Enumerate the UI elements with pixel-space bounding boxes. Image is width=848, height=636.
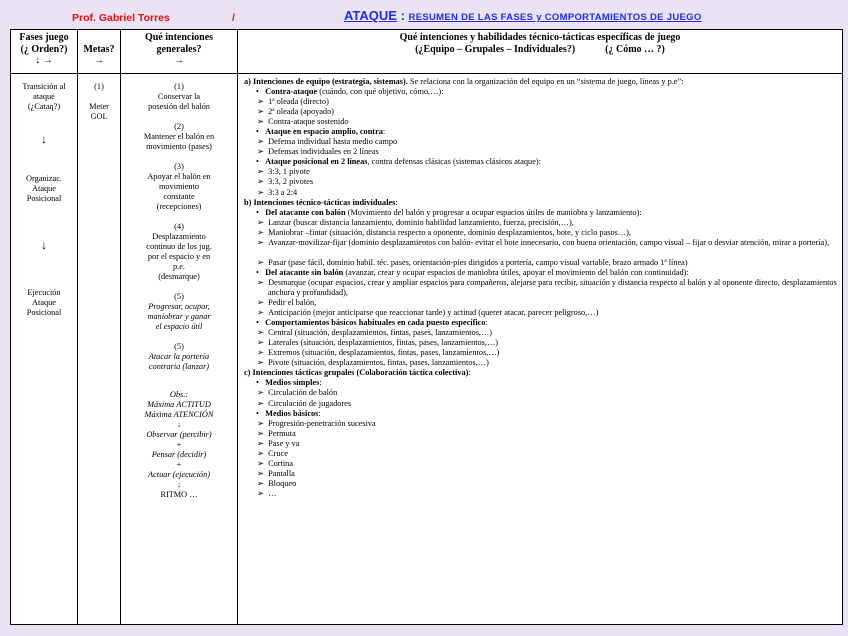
bullet-icon: • <box>256 378 259 388</box>
int6-l2: contraria (lanzar) <box>148 362 210 371</box>
list-item <box>244 439 838 449</box>
int3-l3: constante <box>163 192 195 201</box>
int1-l1: Conservar la <box>157 92 201 101</box>
header-fases <box>11 30 78 74</box>
sub-b3-rest: : <box>485 318 488 328</box>
list-item-text: Circulación de jugadores <box>268 398 352 408</box>
list-item <box>244 218 838 228</box>
arrow-bullet-icon: ➢ <box>257 348 264 358</box>
fases-column <box>11 74 78 625</box>
sub-a3 <box>244 157 838 167</box>
header-int-l2: generales? <box>156 43 202 55</box>
fase-organiz-l1: Organizac. <box>25 174 62 183</box>
header-row <box>11 30 843 74</box>
arrow-bullet-icon: ➢ <box>257 137 264 147</box>
int4-l1: Desplazamiento <box>152 232 206 241</box>
list-item <box>244 97 838 107</box>
fase-organiz-l3: Posicional <box>26 194 62 203</box>
obs-ritmo: RITMO … <box>160 490 198 499</box>
list-item <box>244 328 838 338</box>
list-item <box>244 419 838 429</box>
meta-l2: GOL <box>90 112 108 121</box>
header-esp-l2 <box>238 44 842 56</box>
author-name: Prof. Gabriel Torres <box>72 12 170 24</box>
int3-l4: (recepciones) <box>156 202 202 211</box>
list-item-text: Pivote (situación, desplazamientos, fintas, pases, lanzamientos,…) <box>268 358 489 368</box>
arrow-bullet-icon: ➢ <box>257 167 264 177</box>
list-item <box>244 228 838 238</box>
int6-num: (5) <box>174 342 184 351</box>
down-right-arrows-icon: ↓ → <box>35 55 53 66</box>
sub-b1 <box>244 208 838 218</box>
header-int-l1: Qué intenciones <box>144 32 214 43</box>
header-esp-l1: Qué intenciones y habilidades técnico-tácticas específicas de juego <box>399 32 681 43</box>
sub-a2-rest: : <box>382 127 386 137</box>
obs-atencion: Máxima ATENCIÓN <box>144 410 214 419</box>
int6-l1: Atacar la portería <box>148 352 210 361</box>
int3-l2: movimiento <box>158 182 200 191</box>
fase-organiz-l2: Ataque <box>32 184 56 193</box>
int1-num: (1) <box>174 82 184 91</box>
section-b-title: b) Intenciones técnico-tácticas individuales <box>244 197 396 207</box>
list-item-text: Lanzar (buscar distancia lanzamiento, dominio habilidad lanzamiento, fuerza, precisión,…), <box>268 217 574 227</box>
fase-transicion-l2: ataque <box>33 92 55 101</box>
list-item <box>244 308 838 318</box>
list-item-text: Cortina <box>268 458 293 468</box>
sub-a1 <box>244 87 838 97</box>
obs-observar: Observar (percibir) <box>146 430 212 439</box>
int1-l2: posesión del balón <box>148 102 210 111</box>
sub-c2-rest: : <box>318 408 321 418</box>
list-item <box>244 429 838 439</box>
arrow-bullet-icon: ➢ <box>257 448 264 458</box>
arrow-bullet-icon: ➢ <box>257 177 264 187</box>
list-item-text: Pasar (pase fácil, dominio habil. téc. pases, orientación-pies dirigidos a portería, campo visual variable, brazo armado 1ª línea) <box>268 257 688 267</box>
header-esp-l2a: (¿Equipo – Grupales – Individuales?) <box>415 43 576 55</box>
arrow-bullet-icon: ➢ <box>257 227 264 237</box>
obs-label: Obs.: <box>169 390 189 399</box>
plus-icon: + <box>176 440 182 449</box>
list-item <box>244 358 838 368</box>
section-c-heading <box>244 368 838 378</box>
right-arrow-icon: → <box>94 55 104 66</box>
page-header <box>0 8 848 24</box>
arrow-bullet-icon: ➢ <box>257 418 264 428</box>
int5-l1: Progresar, ocupar, <box>148 302 210 311</box>
list-item-text: Pase y va <box>268 438 300 448</box>
fase-transicion-l3: (¿Cataq?) <box>27 102 61 111</box>
bullet-icon: • <box>256 318 259 328</box>
list-item-text: Laterales (situación, desplazamientos, fintas, pases, lanzamientos,…) <box>268 338 499 348</box>
sub-a1-rest: (cuándo, con qué objetivo, cómo,…): <box>317 87 444 97</box>
header-esp-l2b: (¿ Cómo … ?) <box>605 43 665 55</box>
page-title <box>344 8 702 23</box>
int2-num: (2) <box>174 122 184 131</box>
list-item-text: Anticipación (mejor anticiparse que reaccionar tarde) y actitud (querer atacar, parecer peligroso,…) <box>268 308 599 318</box>
int2-l1: Mantener el balón en <box>143 132 215 141</box>
list-item-text: Defensa individual hasta medio campo <box>268 137 398 147</box>
int5-l3: el espacio útil <box>155 322 203 331</box>
header-fases-l1: Fases juego <box>19 32 69 43</box>
arrow-bullet-icon: ➢ <box>257 458 264 468</box>
list-item-text: 3:3 a 2:4 <box>268 187 298 197</box>
sub-b2 <box>244 268 838 278</box>
arrow-bullet-icon: ➢ <box>257 328 264 338</box>
content-row <box>11 74 843 625</box>
section-a-title: a) Intenciones de equipo (estrategia, sistemas). <box>244 77 408 86</box>
down-arrow-icon: ↓ <box>176 480 182 489</box>
bullet-icon: • <box>256 87 259 97</box>
list-item <box>244 117 838 127</box>
sub-a2-title: Ataque en espacio amplio, contra <box>265 127 383 137</box>
right-arrow-icon: → <box>174 55 184 66</box>
section-b-heading <box>244 198 838 208</box>
list-item-text: … <box>268 488 277 498</box>
sub-c2-title: Medios básicos <box>265 408 319 418</box>
list-item <box>244 449 838 459</box>
sub-c1-rest: : <box>319 378 322 388</box>
especificas-column <box>238 74 843 625</box>
int4-l2: continuo de los jug. <box>146 242 212 251</box>
sub-c1 <box>244 378 838 388</box>
int5-l2: maniobrar y ganar <box>147 312 211 321</box>
sub-a2 <box>244 127 838 137</box>
int4-num: (4) <box>174 222 184 231</box>
bullet-icon: • <box>256 207 259 217</box>
arrow-bullet-icon: ➢ <box>257 398 264 408</box>
list-item <box>244 399 838 409</box>
section-c-rest: : <box>468 368 471 378</box>
obs-pensar: Pensar (decidir) <box>151 450 207 459</box>
list-item-text: Permuta <box>268 428 296 438</box>
list-item <box>244 167 838 177</box>
arrow-bullet-icon: ➢ <box>257 478 264 488</box>
list-item-text: Pedir el balón, <box>268 298 317 308</box>
int4-l5: (desmarque) <box>158 272 200 281</box>
fase-transicion-l1: Transición al <box>22 82 66 91</box>
int3-num: (3) <box>174 162 184 171</box>
bullet-icon: • <box>256 157 259 167</box>
arrow-bullet-icon: ➢ <box>257 187 264 197</box>
int5-num: (5) <box>174 292 184 301</box>
list-item-text: 2ª oleada (apoyado) <box>268 107 334 117</box>
down-arrow-icon: ↓ <box>176 420 182 429</box>
arrow-bullet-icon: ➢ <box>257 468 264 478</box>
sub-b1-rest: (Movimiento del balón y progresar a ocupar espacios útiles de maniobra y lanzamiento): <box>345 207 642 217</box>
header-metas <box>78 30 121 74</box>
list-item <box>244 177 838 187</box>
list-item <box>244 479 838 489</box>
list-item <box>244 137 838 147</box>
plus-icon: + <box>176 460 182 469</box>
bullet-icon: • <box>256 267 259 277</box>
list-item-text: Defensas individuales en 2 líneas <box>268 147 379 157</box>
sub-a3-title: Ataque posicional en 2 líneas <box>265 157 368 167</box>
list-item <box>244 348 838 358</box>
list-item-text: Central (situación, desplazamientos, fintas, pases, lanzamientos,…) <box>268 328 493 338</box>
list-item-text: Pantalla <box>268 468 295 478</box>
title-rest: RESUMEN DE LAS FASES y COMPORTAMIENTOS DE JUEGO <box>408 12 702 23</box>
bullet-icon: • <box>256 127 259 137</box>
sub-a3-rest: , contra defensas clásicas (sistemas clásicos ataque): <box>367 157 541 167</box>
meta-l1: Meter <box>89 102 109 111</box>
list-item-text: Maniobrar –fintar (situación, distancia respecto a oponente, dominio desplazamientos, bote, y ciclo pasos…), <box>268 227 631 237</box>
sub-b2-title: Del atacante sin balón <box>265 267 344 277</box>
arrow-bullet-icon: ➢ <box>257 438 264 448</box>
list-item <box>244 107 838 117</box>
arrow-bullet-icon: ➢ <box>257 217 264 227</box>
list-item <box>244 388 838 398</box>
arrow-bullet-icon: ➢ <box>257 338 264 348</box>
fase-ejecucion-l3: Posicional <box>26 308 62 317</box>
arrow-bullet-icon: ➢ <box>257 308 264 318</box>
arrow-bullet-icon: ➢ <box>257 428 264 438</box>
list-item-text: 1ª oleada (directo) <box>268 97 329 107</box>
list-item-text: Avanzar-movilizar-fijar (dominio desplazamientos con balón- evitar el bote innecesario, con buena orientación, campo visual – fijar o desviar atención, mirar a portería), <box>268 237 830 247</box>
arrow-bullet-icon: ➢ <box>257 97 264 107</box>
down-arrow-icon: ↓ <box>41 132 47 146</box>
sub-a1-title: Contra-ataque <box>265 87 318 97</box>
list-item <box>244 459 838 469</box>
list-item-text: 3:3, 2 pivotes <box>268 177 314 187</box>
list-item <box>244 489 838 499</box>
list-item-text: Cruce <box>268 448 288 458</box>
int4-l3: por el espacio y en <box>147 252 211 261</box>
list-item <box>244 278 838 298</box>
header-metas-l2: Metas? <box>83 43 115 55</box>
list-item-text: Progresión-penetración sucesiva <box>268 418 376 428</box>
arrow-bullet-icon: ➢ <box>257 277 264 287</box>
header-slash: / <box>232 12 235 24</box>
section-b-rest: : <box>395 197 398 207</box>
sub-c2 <box>244 409 838 419</box>
obs-actitud: Máxima ACTITUD <box>147 400 211 409</box>
bullet-icon: • <box>256 408 259 418</box>
int4-l4: p.e. <box>173 262 185 271</box>
header-intenciones <box>121 30 238 74</box>
list-item <box>244 469 838 479</box>
list-item-text: Bloqueo <box>268 478 297 488</box>
int2-l2: movimiento (pases) <box>146 142 212 151</box>
arrow-bullet-icon: ➢ <box>257 298 264 308</box>
list-item-text: 3:3, 1 pivote <box>268 167 310 177</box>
section-a-rest: Se relaciona con la organización del equipo en un “sistema de juego, líneas y p.e”: <box>407 77 684 86</box>
arrow-bullet-icon: ➢ <box>257 488 264 498</box>
arrow-bullet-icon: ➢ <box>257 237 264 247</box>
list-item-text: Circulación de balón <box>268 388 338 398</box>
arrow-bullet-icon: ➢ <box>257 117 264 127</box>
header-fases-l2: (¿ Orden?) <box>20 43 68 55</box>
section-c-title: c) Intenciones tácticas grupales (Colaboración táctica colectiva) <box>244 368 469 378</box>
list-item <box>244 298 838 308</box>
list-item <box>244 238 838 258</box>
arrow-bullet-icon: ➢ <box>257 257 264 267</box>
list-item <box>244 188 838 198</box>
fase-ejecucion-l1: Ejecución <box>27 288 61 297</box>
arrow-bullet-icon: ➢ <box>257 358 264 368</box>
list-item <box>244 147 838 157</box>
sub-b3 <box>244 318 838 328</box>
list-item-text: Contra-ataque sostenido <box>268 117 349 127</box>
int3-l1: Apoyar el balón en <box>147 172 211 181</box>
fase-ejecucion-l2: Ataque <box>32 298 56 307</box>
arrow-bullet-icon: ➢ <box>257 147 264 157</box>
list-item-text: Desmarque (ocupar espacios, crear y ampliar espacios para compañeros, alejarse para recibir, situación y distancia respecto al balón y al oponente directo, desplazamientos anchura y profundidad), <box>268 277 837 297</box>
list-item-text: Extremos (situación, desplazamientos, fintas, pases, lanzamientos,…) <box>268 348 500 358</box>
sub-c1-title: Medios simples <box>265 378 320 388</box>
arrow-bullet-icon: ➢ <box>257 107 264 117</box>
meta-num: (1) <box>94 82 104 91</box>
sub-b3-title: Comportamientos básicos habituales en cada puesto específico <box>265 318 486 328</box>
obs-actuar: Actuar (ejecución) <box>148 470 210 479</box>
sub-b1-title: Del atacante con balón <box>265 207 346 217</box>
header-especificas <box>238 30 843 74</box>
sub-b2-rest: (avanzar, crear y ocupar espacios de maniobra útiles, apoyar el movimiento del balón con continuidad): <box>343 267 689 277</box>
metas-column <box>78 74 121 625</box>
down-arrow-icon: ↓ <box>41 238 47 252</box>
section-a-heading <box>244 77 838 87</box>
title-sep: : <box>396 8 409 23</box>
arrow-bullet-icon: ➢ <box>257 388 264 398</box>
phases-table <box>10 29 843 625</box>
intenciones-column <box>121 74 238 625</box>
list-item <box>244 258 838 268</box>
title-main: ATAQUE <box>344 8 397 23</box>
list-item <box>244 338 838 348</box>
